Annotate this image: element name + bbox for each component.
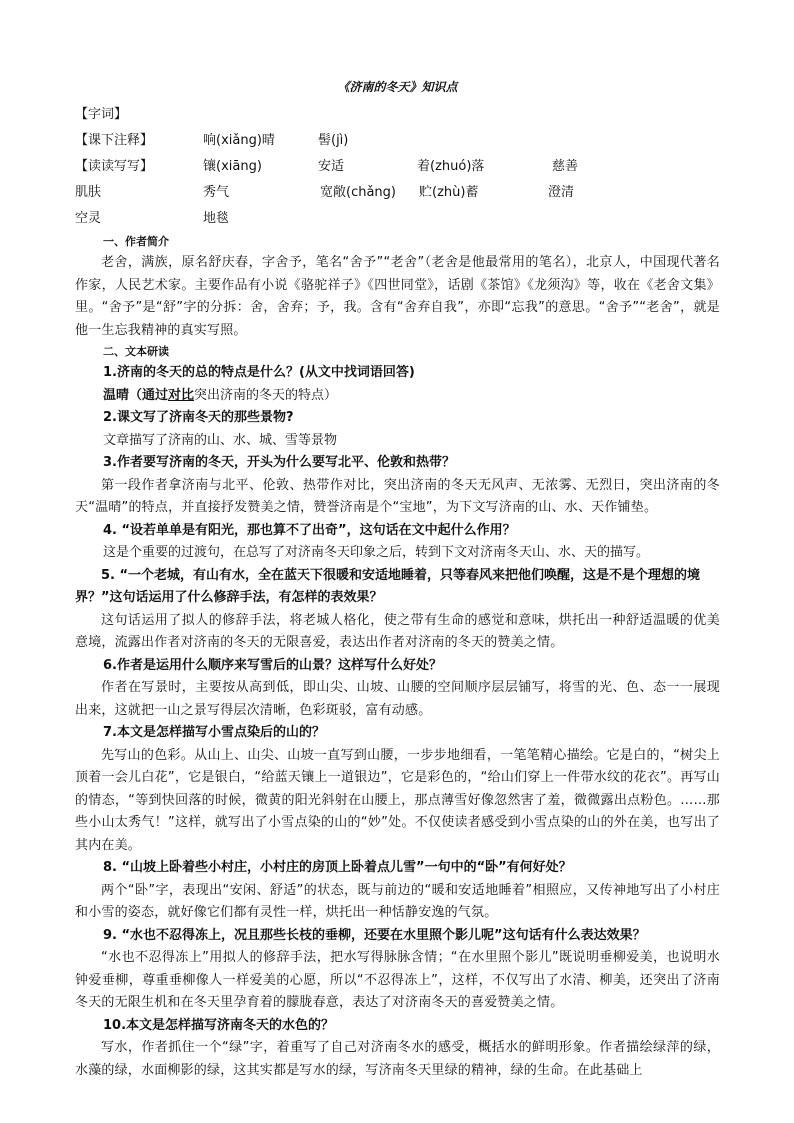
vocab-word: 宽敞(chǎng) (320, 185, 396, 200)
answer-1-post: 突出济南的冬天的特点） (194, 387, 338, 403)
vocab-word: 响(xiǎng)晴 (203, 133, 275, 148)
vocab-row-3 (75, 180, 720, 206)
vocab-row-4 (75, 206, 720, 232)
answer-4: 这是个重要的过渡句，在总写了对济南冬天印象之后，转到下文对济南冬天山、水、天的描写。 (103, 545, 650, 560)
vocab-word: 慈善 (552, 159, 579, 174)
vocab-label-readwrite: 【读读写写】 (75, 159, 154, 174)
page-title: 《济南的冬天》知识点 (337, 80, 458, 94)
vocab-word: 安适 (318, 159, 345, 174)
answer-5: 这句话运用了拟人的修辞手法，将老城人格化，使之带有生命的感觉和意味，烘托出一种舒适温暖的优美意境，流露出作者对济南的冬天的无限喜爱，表达出作者对济南的冬天的赞美之情。 (75, 612, 720, 650)
question-4: 4. “设若单单是有阳光，那也算不了出奇”，这句话在文中起什么作用？ (103, 522, 516, 538)
section-heading-author: 一、作者简介 (103, 235, 169, 248)
answer-1 (75, 385, 720, 408)
question-9: 9. “水也不忍得冻上，况且那些长枝的垂柳，还要在水里照个影儿呢”这句话有什么表达效果？ (103, 927, 646, 943)
question-6: 6.作者是运用什么顺序来写雪后的山景？这样写什么好处？ (103, 657, 442, 673)
vocab-heading-row (75, 102, 720, 128)
vocab-word: 地毯 (203, 211, 230, 226)
vocab-row-notes (75, 128, 720, 154)
question-3: 3.作者要写济南的冬天，开头为什么要写北平、伦敦和热带？ (103, 455, 455, 470)
vocab-word: 澄清 (548, 185, 575, 200)
answer-10: 写水，作者抓住一个“绿”字，着重写了自己对济南冬水的感受，概括水的鲜明形象。作者描绘绿萍的绿，水藻的绿，水面柳影的绿，这其实都是写水的绿，写济南冬天里绿的精神，绿的生命。在此基础上 (75, 1040, 720, 1078)
answer-3: 第一段作者拿济南与北平、伦敦、热带作对比，突出济南的冬天无风声、无浓雾、无烈日，突出济南的冬天“温晴”的特点，并直接抒发赞美之情，赞誉济南是个“宝地”，为下文写济南的山、水、天作铺垫。 (75, 477, 720, 515)
vocab-word: 髻(jì) (318, 133, 349, 148)
question-5: 5. “一个老城，有山有水，全在蓝天下很暖和安适地睡着，只等春风来把他们唤醒，这是不是个理想的境界？”这句话运用了什么修辞手法，有怎样的表效果？ (75, 567, 701, 605)
question-2: 2.课文写了济南冬天的那些景物? (103, 410, 294, 425)
answer-9: “水也不忍得冻上”用拟人的修辞手法，把水写得脉脉含情；“在水里照个影儿”既说明垂柳爱美，也说明水钟爱垂柳，尊重垂柳像人一样爱美的心愿，所以“不忍得冻上”，这样，不仅写出了水清、柳美，还突出了济南冬天的无限生机和在冬天里孕育着的朦胧春意，表达了对济南冬天的喜爱赞美之情。 (75, 950, 720, 1010)
answer-1-pre: 温晴（通过 (103, 387, 169, 403)
question-7: 7.本文是怎样描写小雪点染后的山的？ (103, 725, 325, 740)
vocab-word: 贮(zhù)蓄 (419, 185, 479, 200)
vocab-word: 着(zhuó)落 (417, 159, 485, 174)
document-page (75, 78, 720, 1082)
answer-6: 作者在写景时，主要按从高到低，即山尖、山坡、山腰的空间顺序层层铺写，将雪的光、色、态一一展现出来，这就把一山之景写得层次清晰，色彩斑驳，富有动感。 (75, 680, 720, 718)
vocab-row-readwrite (75, 154, 720, 180)
vocab-label-notes: 【课下注释】 (75, 133, 154, 148)
author-paragraph: 老舍，满族，原名舒庆春，字舍予，笔名“舍予”“老舍”（老舍是他最常用的笔名），北京人，中国现代著名作家，人民艺术家。主要作品有小说《骆驼祥子》《四世同堂》，话剧《茶馆》《龙须沟》等，收在《老舍文集》里。“舍予”是“舒”字的分拆：舍，舍弃；予，我。含有“舍弃自我”，亦即“忘我”的意思。“舍予”“老舍”，就是他一生忘我精神的真实写照。 (75, 255, 720, 338)
vocab-word: 秀气 (203, 185, 230, 200)
answer-2: 文章描写了济南的山、水、城、雪等景物 (103, 432, 338, 448)
vocab-word: 空灵 (75, 211, 102, 226)
vocab-word: 肌肤 (75, 185, 102, 200)
answer-1-underlined: 对比 (168, 387, 195, 403)
vocab-heading: 【字词】 (75, 107, 128, 122)
answer-7: 先写山的色彩。从山上、山尖、山坡一直写到山腰，一步步地细看，一笔笔精心描绘。它是白的，“树尖上顶着一会儿白花”，它是银白，“给蓝天镶上一道银边”，它是彩色的，“给山们穿上一件带水纹的花衣”。再写山的情态，“等到快回落的时候，微黄的阳光斜射在山腰上，那点薄雪好像忽然害了羞，微微露出点粉色。……那些小山太秀气！”这样，就写出了小雪点染的山的“妙”处。不仅使读者感受到小雪点染的山的外在美，也写出了其内在美。 (75, 747, 720, 853)
answer-8: 两个“卧”字，表现出“安闲、舒适”的状态，既与前边的“暖和安适地睡着”相照应，又传神地写出了小村庄和小雪的姿态，就好像它们都有灵性一样，烘托出一种恬静安逸的气氛。 (75, 882, 720, 920)
vocab-word: 镶(xiāng) (203, 159, 262, 174)
question-8: 8. “山坡上卧着些小村庄，小村庄的房顶上卧着点儿雪”一句中的“卧”有何好处？ (103, 860, 572, 875)
question-1: 1.济南的冬天的总的特点是什么？(从文中找词语回答) (103, 365, 415, 380)
section-heading-study: 二、文本研读 (103, 345, 169, 358)
question-10: 10.本文是怎样描写济南冬天的水色的？ (103, 1017, 335, 1033)
